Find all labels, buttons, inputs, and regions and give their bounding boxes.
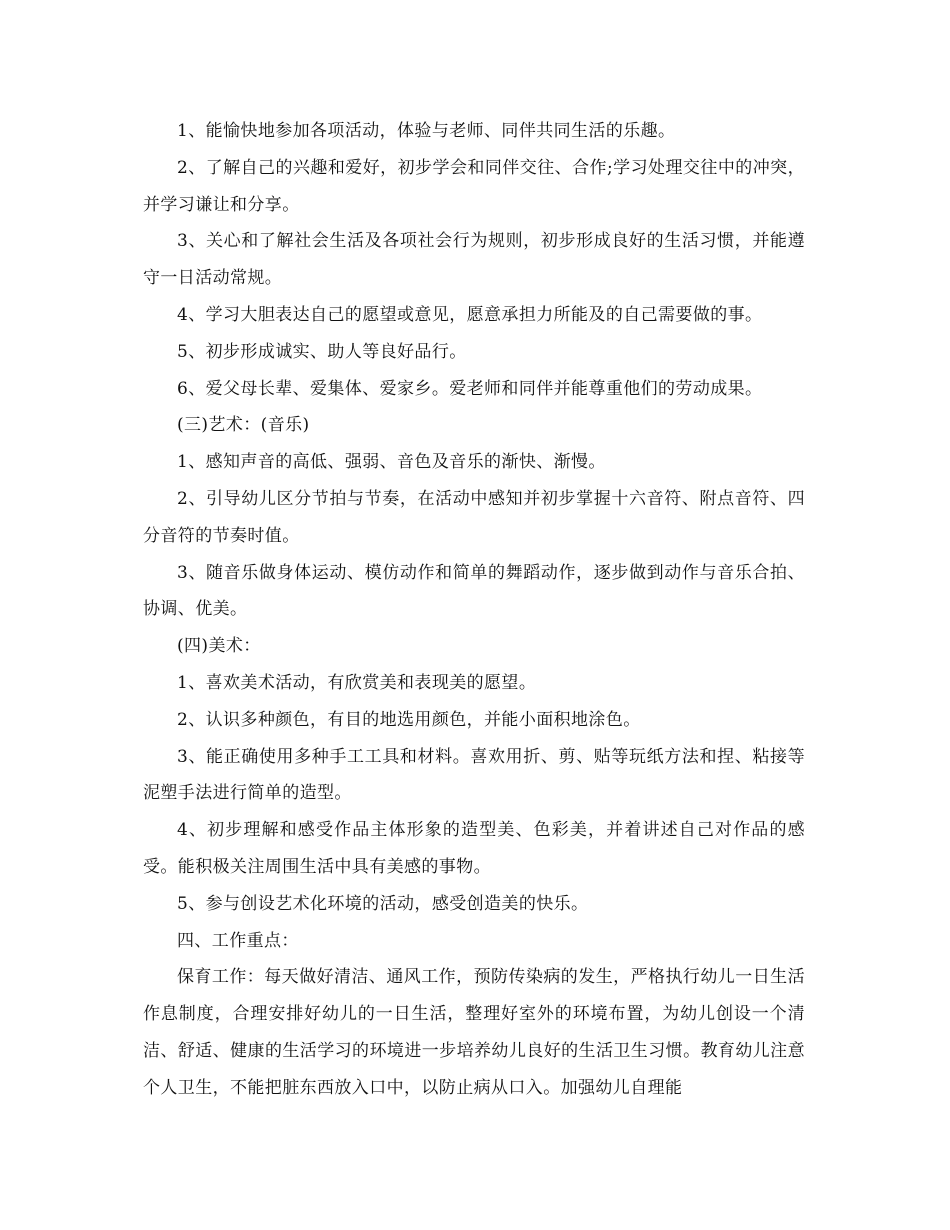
paragraph-art-goal-5: 5、参与创设艺术化环境的活动，感受创造美的快乐。 (177, 893, 589, 914)
paragraph-social-goal-5: 5、初步形成诚实、助人等良好品行。 (177, 341, 467, 362)
section-heading-art-music: (三)艺术：(音乐) (177, 415, 310, 436)
paragraph-art-goal-1: 1、喜欢美术活动，有欣赏美和表现美的愿望。 (177, 672, 537, 693)
paragraph-social-goal-1: 1、能愉快地参加各项活动，体验与老师、同伴共同生活的乐趣。 (177, 121, 676, 141)
paragraph-social-goal-6: 6、爱父母长辈、爱集体、爱家乡。爱老师和同伴并能尊重他们的劳动成果。 (177, 378, 763, 399)
paragraph-art-goal-3: 3、能正确使用多种手工工具和材料。喜欢用折、剪、贴等玩纸方法和捏、粘接等泥塑手法进行简单的造型。 (143, 746, 805, 804)
section-heading-fine-art: (四)美术： (177, 636, 261, 657)
paragraph-social-goal-2: 2、了解自己的兴趣和爱好，初步学会和同伴交往、合作;学习处理交往中的冲突，并学习谦让和分享。 (143, 157, 805, 215)
document-body (143, 113, 805, 1107)
paragraph-music-goal-1: 1、感知声音的高低、强弱、音色及音乐的渐快、渐慢。 (177, 452, 606, 473)
paragraph-care-work: 保育工作：每天做好清洁、通风工作，预防传染病的发生，严格执行幼儿一日生活作息制度，合理安排好幼儿的一日生活，整理好室外的环境布置，为幼儿创设一个清洁、舒适、健康的生活学习的环境进一步培养幼儿良好的生活卫生习惯。教育幼儿注意个人卫生，不能把脏东西放入口中，以防止病从口入。加强幼儿自理能 (143, 967, 805, 1098)
paragraph-music-goal-3: 3、随音乐做身体运动、模仿动作和简单的舞蹈动作，逐步做到动作与音乐合拍、协调、优美。 (143, 562, 805, 620)
paragraph-social-goal-4: 4、学习大胆表达自己的愿望或意见，愿意承担力所能及的自己需要做的事。 (177, 304, 763, 325)
paragraph-art-goal-4: 4、初步理解和感受作品主体形象的造型美、色彩美，并着讲述自己对作品的感受。能积极关注周围生活中具有美感的事物。 (143, 820, 805, 877)
paragraph-art-goal-2: 2、认识多种颜色，有目的地选用颜色，并能小面积地涂色。 (177, 709, 641, 730)
paragraph-music-goal-2: 2、引导幼儿区分节拍与节奏，在活动中感知并初步掌握十六音符、附点音符、四分音符的节奏时值。 (143, 488, 805, 546)
section-heading-work-focus: 四、工作重点： (177, 930, 299, 951)
paragraph-social-goal-3: 3、关心和了解社会生活及各项社会行为规则，初步形成良好的生活习惯，并能遵守一日活动常规。 (143, 231, 805, 289)
